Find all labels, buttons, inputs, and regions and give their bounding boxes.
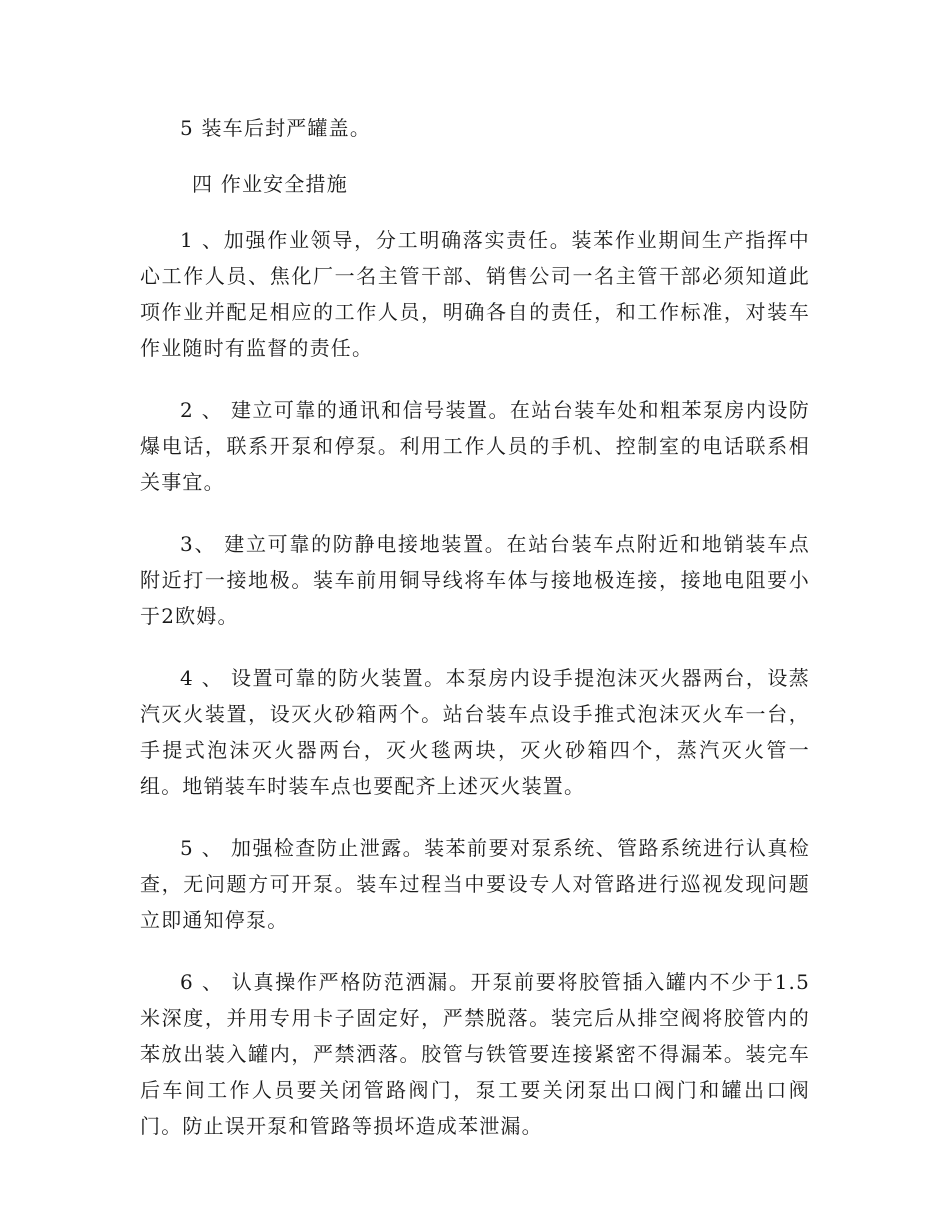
measure-5-leak-inspection: 5 、 加强检查防止泄露。装苯前要对泵系统、管路系统进行认真检查，无问题方可开泵。装车过程当中要设专人对管路进行巡视发现问题立即通知停泵。 (140, 836, 810, 932)
item-5-seal-tank-cover: 5 装车后封严罐盖。 (180, 116, 372, 140)
document-body (140, 110, 810, 1144)
measure-2-communication: 2 、 建立可靠的通讯和信号装置。在站台装车处和粗苯泵房内设防爆电话，联系开泵和停泵。利用工作人员的手机、控制室的电话联系相关事宜。 (140, 398, 810, 494)
measure-3-grounding: 3、 建立可靠的防静电接地装置。在站台装车点附近和地销装车点附近打一接地极。装车前用铜导线将车体与接地极连接，接地电阻要小于2欧姆。 (140, 532, 810, 628)
measure-6-spill-prevention: 6 、 认真操作严格防范洒漏。开泵前要将胶管插入罐内不少于1.5米深度，并用专用卡子固定好，严禁脱落。装完后从排空阀将胶管内的苯放出装入罐内，严禁洒落。胶管与铁管要连接紧密不得漏苯。装完车后车间工作人员要关闭管路阀门，泵工要关闭泵出口阀门和罐出口阀门。防止误开泵和管路等损坏造成苯泄漏。 (140, 970, 810, 1138)
section-heading-safety-measures: 四 作业安全措施 (192, 172, 348, 196)
measure-1-leadership: 1 、加强作业领导，分工明确落实责任。装苯作业期间生产指挥中心工作人员、焦化厂一名主管干部、销售公司一名主管干部必须知道此项作业并配足相应的工作人员，明确各自的责任，和工作标准，对装车作业随时有监督的责任。 (140, 228, 810, 360)
measure-4-fire-protection: 4 、 设置可靠的防火装置。本泵房内设手提泡沫灭火器两台，设蒸汽灭火装置，设灭火砂箱两个。站台装车点设手推式泡沫灭火车一台，手提式泡沫灭火器两台，灭火毯两块，灭火砂箱四个，蒸汽灭火管一组。地销装车时装车点也要配齐上述灭火装置。 (140, 666, 810, 798)
